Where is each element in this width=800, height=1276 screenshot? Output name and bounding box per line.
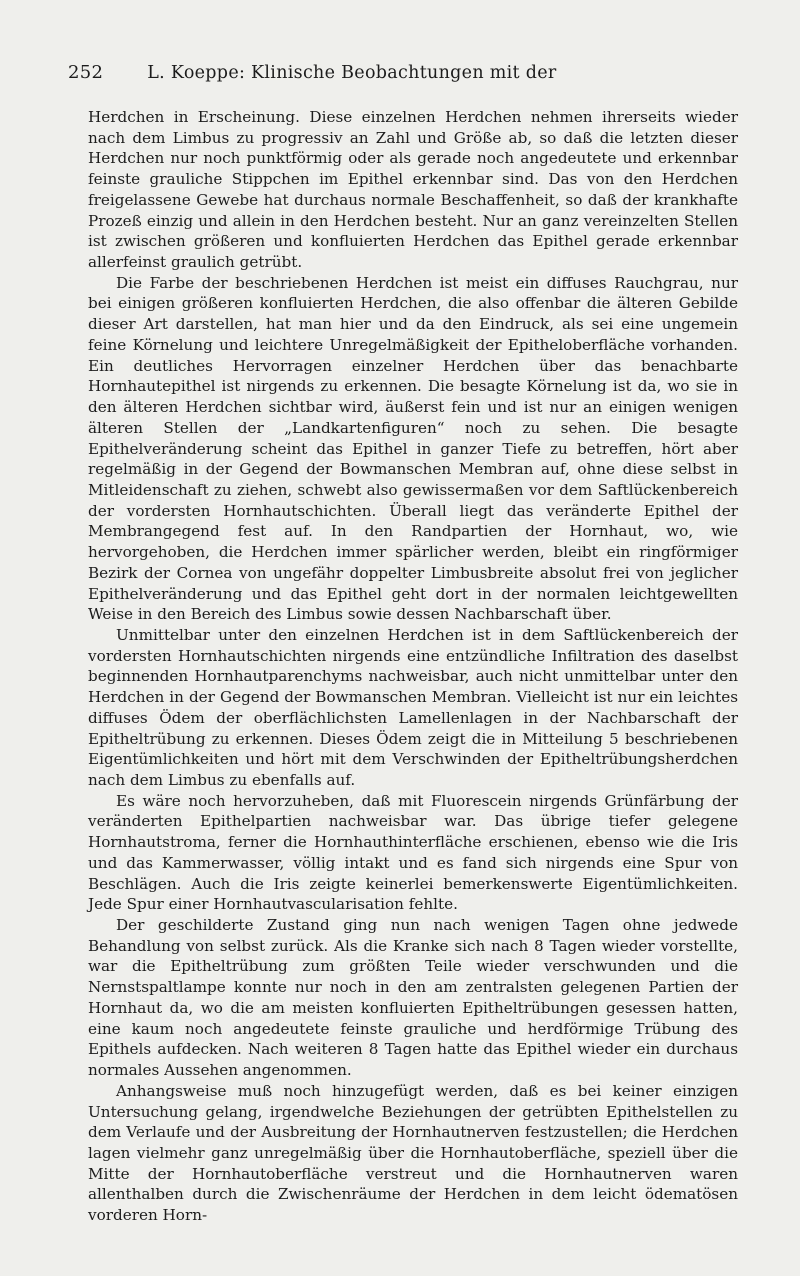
running-title: L. Koeppe: Klinische Beobachtungen mit der bbox=[147, 63, 557, 83]
paragraph: Es wäre noch hervorzuheben, daß mit Fluorescein nirgends Grünfärbung der veränderten Epithelpartien nachweisbar war. Das übrige tiefer gelegene Hornhautstroma, ferner die Hornhauthinterfläche erschienen, ebenso wie die Iris und das Kammerwasser, völlig intakt und es fand sich nirgends eine Spur von Beschlägen. Auch die Iris zeigte keinerlei bemerkenswerte Eigentümlichkeiten. Jede Spur einer Hornhautvascularisation fehlte. bbox=[88, 791, 738, 914]
paragraph: Der geschilderte Zustand ging nun nach wenigen Tagen ohne jedwede Behandlung von selbst zurück. Als die Kranke sich nach 8 Tagen wieder vorstellte, war die Epitheltrübung zum größten Teile wieder verschwunden und die Nernstspaltlampe konnte nur noch in den am zentralsten gelegenen Partien der Hornhaut da, wo die am meisten konfluierten Epitheltrübungen gesessen hatten, eine kaum noch angedeutete feinste grauliche und herdförmige Trübung des Epithels aufdecken. Nach weiteren 8 Tagen hatte das Epithel wieder ein durchaus normales Aussehen angenommen. bbox=[88, 916, 738, 1080]
paragraph: Anhangsweise muß noch hinzugefügt werden, daß es bei keiner einzigen Untersuchung gelang, irgendwelche Beziehungen der getrübten Epithelstellen zu dem Verlaufe und der Ausbreitung der Hornhautnerven festzustellen; die Herdchen lagen vielmehr ganz unregelmäßig über die Hornhautoberfläche, speziell über die Mitte der Hornhautoberfläche verstreut und die Hornhautnerven waren allenthalben durch die Zwischenräume der Herdchen in dem leicht ödematösen vorderen Horn- bbox=[88, 1081, 738, 1225]
paragraph: Unmittelbar unter den einzelnen Herdchen ist in dem Saftlückenbereich der vordersten Hornhautschichten nirgends eine entzündliche Infiltration des daselbst beginnenden Hornhautparenchyms nachweisbar, auch nicht unmittelbar unter den Herdchen in der Gegend der Bowmanschen Membran. Vielleicht ist nur ein leichtes diffuses Ödem der oberflächlichsten Lamellenlagen in der Nachbarschaft der Epitheltrübung zu erkennen. Dieses Ödem zeigt die in Mitteilung 5 beschriebenen Eigentümlichkeiten und hört mit dem Verschwinden der Epitheltrübungsherdchen nach dem Limbus zu ebenfalls auf. bbox=[88, 625, 738, 789]
body-text bbox=[88, 107, 738, 1226]
running-header bbox=[68, 62, 628, 83]
paragraph: Herdchen in Erscheinung. Diese einzelnen Herdchen nehmen ihrerseits wieder nach dem Limbus zu progressiv an Zahl und Größe ab, so daß die letzten dieser Herdchen nur noch punktförmig oder als gerade noch angedeutete und erkennbar feinste grauliche Stippchen im Epithel erkennbar sind. Das von den Herdchen freigelassene Gewebe hat durchaus normale Beschaffenheit, so daß der krankhafte Prozeß einzig und allein in den Herdchen besteht. Nur an ganz vereinzelten Stellen ist zwischen größeren und konfluierten Herdchen das Epithel gerade erkennbar allerfeinst graulich getrübt. bbox=[88, 108, 738, 272]
paragraph: Die Farbe der beschriebenen Herdchen ist meist ein diffuses Rauchgrau, nur bei einigen größeren konfluierten Herdchen, die also offenbar die älteren Gebilde dieser Art darstellen, hat man hier und da den Eindruck, als sei eine ungemein feine Körnelung und leichtere Unregelmäßigkeit der Epitheloberfläche vorhanden. Ein deutliches Hervorragen einzelner Herdchen über das benachbarte Hornhautepithel ist nirgends zu erkennen. Die besagte Körnelung ist da, wo sie in den älteren Herdchen sichtbar wird, äußerst fein und ist nur an einigen wenigen älteren Stellen der „Landkartenfiguren“ noch zu sehen. Die besagte Epithelveränderung scheint das Epithel in ganzer Tiefe zu betreffen, hört aber regelmäßig in der Gegend der Bowmanschen Membran auf, ohne diese selbst in Mitleidenschaft zu ziehen, schwebt also gewissermaßen vor dem Saftlückenbereich der vordersten Hornhautschichten. Überall liegt das veränderte Epithel der Membrangegend fest auf. In den Randpartien der Hornhaut, wo, wie hervorgehoben, die Herdchen immer spärlicher werden, bleibt ein ringförmiger Bezirk der Cornea von ungefähr doppelter Limbusbreite absolut frei von jeglicher Epithelveränderung und das Epithel geht dort in der normalen leichtgewellten Weise in den Bereich des Limbus sowie dessen Nachbarschaft über. bbox=[88, 273, 738, 624]
page-number: 252 bbox=[68, 62, 104, 83]
